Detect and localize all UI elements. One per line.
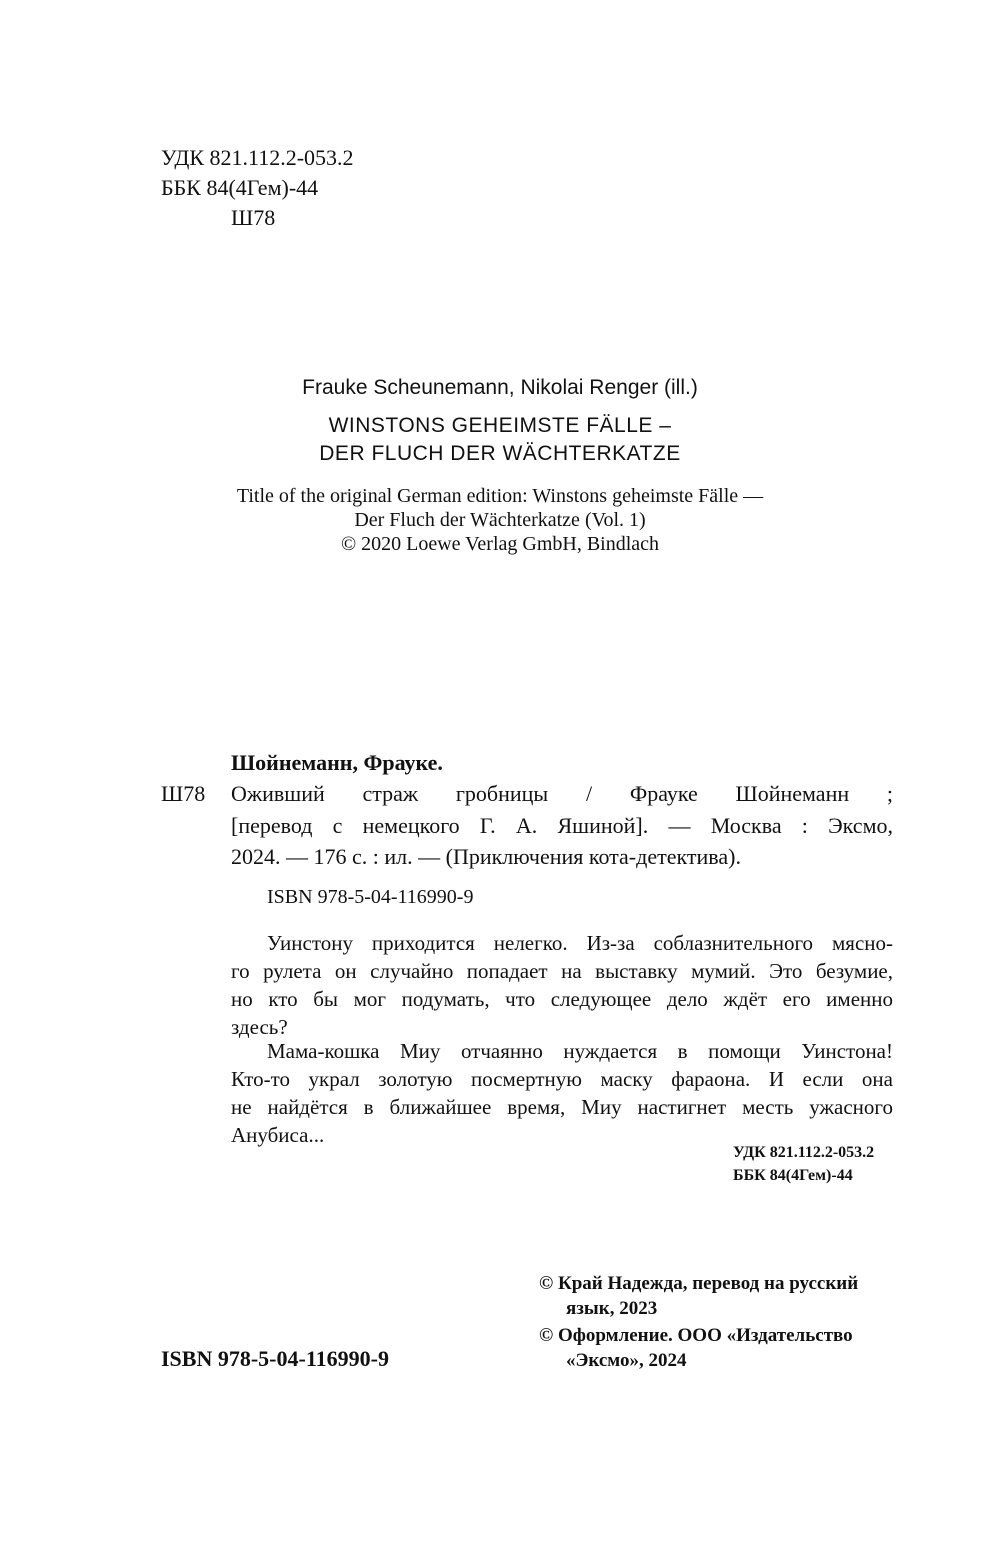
author-sign: Ш78 — [231, 205, 276, 230]
isbn: ISBN 978-5-04-116990-9 — [161, 1346, 389, 1371]
original-copyright: © 2020 Loewe Verlag GmbH, Bindlach — [340, 533, 660, 555]
original-edition-line-1: Title of the original German edition: Winstons geheimste Fälle — — [236, 485, 764, 507]
design-copyright: © Оформление. ООО «Издательство — [539, 1325, 853, 1346]
annotation-line: Уинстону приходится нелегко. Из-за соблазнительного мясно- — [267, 931, 893, 955]
bibliographic-line: [перевод с немецкого Г. А. Яшиной]. — Москва : Эксмо, — [231, 813, 893, 838]
original-edition-line-2: Der Fluch der Wächterkatze (Vol. 1) — [354, 509, 646, 531]
annotation-line: Анубиса... — [231, 1123, 325, 1147]
original-title-line-2: DER FLUCH DER WÄCHTERKATZE — [319, 442, 681, 465]
bibliographic-line: 2024. — 176 с. : ил. — (Приключения кота-детектива). — [231, 844, 741, 869]
bbk-code-bottom: ББК 84(4Гем)-44 — [733, 1167, 853, 1184]
annotation-line: но кто бы мог подумать, что следующее дело ждёт его именно — [231, 987, 893, 1011]
design-copyright: «Эксмо», 2024 — [566, 1350, 687, 1371]
original-title-line-1: WINSTONS GEHEIMSTE FÄLLE – — [328, 414, 672, 437]
annotation-line: здесь? — [231, 1015, 288, 1039]
annotation-line: го рулета он случайно попадает на выставку мумий. Это безумие, — [231, 959, 893, 983]
udk-code: УДК 821.112.2-053.2 — [161, 145, 354, 170]
original-authors: Frauke Scheunemann, Nikolai Renger (ill.) — [302, 376, 698, 399]
annotation-line: Мама-кошка Миу отчаянно нуждается в помощи Уинстона! — [267, 1039, 893, 1063]
annotation-line: не найдётся в ближайшее время, Миу настигнет месть ужасного — [231, 1095, 893, 1119]
bibliographic-heading: Шойнеманн, Фрауке. — [231, 750, 443, 775]
translation-copyright: язык, 2023 — [566, 1298, 658, 1319]
bbk-code: ББК 84(4Гем)-44 — [161, 175, 319, 200]
udk-code-bottom: УДК 821.112.2-053.2 — [733, 1144, 875, 1161]
bibliographic-line: Оживший страж гробницы / Фрауке Шойнеманн ; — [231, 781, 893, 806]
bibliographic-isbn: ISBN 978-5-04-116990-9 — [267, 886, 474, 908]
annotation-line: Кто-то украл золотую посмертную маску фараона. И если она — [231, 1067, 893, 1091]
bibliographic-author-sign: Ш78 — [161, 781, 206, 806]
translation-copyright: © Край Надежда, перевод на русский — [539, 1273, 859, 1294]
